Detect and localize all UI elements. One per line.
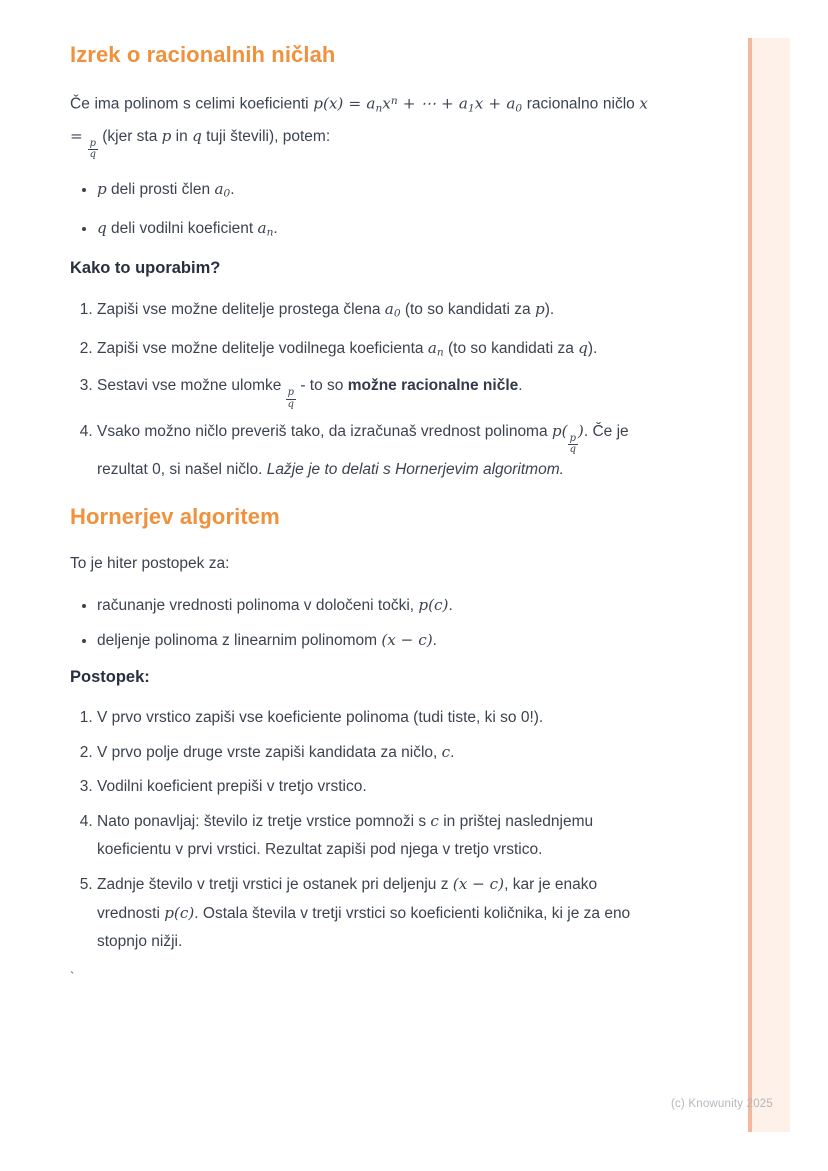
text-run: To je hiter postopek za:: [70, 555, 230, 573]
text-run: - to so: [296, 377, 348, 395]
bullet-list: [70, 591, 648, 655]
text-run: (to so kandidati za: [443, 339, 579, 357]
math-inline: q: [97, 218, 107, 237]
math-fraction: $\frac{p}{q}$: [287, 387, 295, 410]
document-content: [70, 0, 648, 984]
bold-text: možne racionalne ničle: [347, 377, 519, 395]
bullet-item: [97, 626, 648, 655]
bullet-item: [97, 214, 648, 247]
math-inline: p: [161, 126, 172, 145]
text-run: deli vodilni koeficient: [106, 219, 258, 237]
text-run: , kar je enako vrednosti: [97, 875, 598, 922]
math-inline: p(c): [418, 596, 449, 615]
text-run: .: [450, 743, 455, 761]
math-inline: p(: [551, 421, 568, 440]
text-run: (to so kandidati za: [400, 300, 535, 318]
math-inline: (x − c): [381, 631, 433, 650]
math-inline: a: [427, 338, 437, 357]
math-inline: a: [384, 299, 394, 318]
text-run: Vodilni koeficient prepiši v tretjo vrstico.: [97, 777, 367, 795]
step-item: [97, 704, 648, 732]
text-run: Zapiši vse možne delitelje prostega člena: [97, 300, 385, 318]
text-run: Zadnje število v tretji vrstici je ostanek pri deljenju z: [97, 875, 453, 893]
text-run: tuji števili), potem:: [201, 127, 331, 145]
math-inline: a: [257, 218, 267, 237]
text-run: Vsako možno ničlo preveriš tako, da izračunaš vrednost polinoma: [97, 422, 552, 440]
stray-backtick: `: [70, 968, 75, 984]
step-item: [97, 738, 648, 767]
step-item: [97, 334, 648, 367]
text-run: racionalno ničlo: [522, 96, 640, 114]
intro-paragraph: [70, 88, 648, 161]
bullet-list: [70, 175, 648, 246]
math-inline: p(c): [164, 903, 195, 922]
math-inline: p(x) = a: [313, 95, 376, 114]
math-inline: n: [375, 102, 383, 115]
math-inline: p: [97, 180, 107, 199]
math-fraction: $\frac{p}{q}$: [89, 137, 96, 161]
text-run: .: [230, 181, 235, 199]
math-inline: n: [390, 95, 398, 108]
subheading-procedure: Postopek:: [70, 668, 150, 687]
text-run: ).: [544, 300, 555, 318]
text-run: .: [273, 219, 278, 237]
text-run: .: [432, 632, 437, 650]
math-inline: 0: [515, 102, 523, 115]
intro-paragraph: [70, 550, 648, 577]
text-run: Če ima polinom s celimi koeficienti: [70, 96, 314, 114]
text-run: Zapiši vse možne delitelje vodilnega koeficienta: [97, 339, 428, 357]
step-item: [97, 295, 648, 328]
math-inline: x + a: [474, 95, 516, 114]
math-inline: x =: [70, 95, 648, 145]
step-item: [97, 870, 648, 956]
text-run: . Ostala števila v tretji vrstici so koeficienti količnika, ki je za eno stopnjo nižji.: [97, 904, 631, 950]
text-run: Nato ponavljaj: število iz tretje vrstice pomnoži s: [97, 812, 431, 830]
math-inline: 0: [223, 187, 231, 200]
page-edge-stripe: [748, 38, 790, 1132]
step-item: [97, 807, 648, 864]
math-inline: c: [430, 811, 439, 830]
math-inline: q: [192, 126, 202, 145]
math-inline: (x − c): [452, 874, 505, 893]
step-item: [97, 773, 648, 801]
bullet-item: [97, 175, 648, 208]
numbered-steps-list: [70, 704, 648, 956]
math-inline: ): [577, 421, 584, 440]
copyright-footer: (c) Knowunity 2025: [670, 1098, 773, 1110]
text-run: (kjer sta: [97, 127, 162, 145]
math-inline: c: [441, 742, 451, 761]
text-run: .: [518, 377, 523, 395]
math-inline: a: [214, 180, 224, 199]
math-inline: 1: [468, 102, 475, 115]
italic-text: Lažje je to delati s Hornerjevim algoritmom.: [266, 460, 564, 478]
text-run: Sestavi vse možne ulomke: [97, 377, 286, 395]
math-inline: n: [436, 346, 444, 359]
math-inline: x: [382, 95, 391, 114]
subheading-how-to-use: Kako to uporabim?: [70, 259, 221, 278]
text-run: računanje vrednosti polinoma v določeni točki,: [97, 597, 419, 615]
text-run: V prvo vrstico zapiši vse koeficiente polinoma (tudi tiste, ki so 0!).: [97, 708, 544, 726]
step-item: [97, 417, 648, 484]
text-run: deli prosti člen: [106, 181, 215, 199]
bullet-item: [97, 591, 648, 620]
text-run: deljenje polinoma z linearnim polinomom: [97, 632, 382, 650]
text-run: ).: [587, 339, 598, 357]
math-inline: q: [578, 338, 588, 357]
math-inline: n: [266, 226, 274, 239]
text-run: .: [448, 597, 453, 615]
math-fraction: $\frac{p}{q}$: [569, 432, 576, 456]
math-inline: p: [534, 299, 545, 318]
text-run: in: [171, 127, 193, 145]
text-run: V prvo polje druge vrste zapiši kandidata za ničlo,: [97, 743, 442, 761]
step-item: [97, 372, 648, 410]
math-inline: 0: [393, 307, 401, 320]
text-run: . Če je rezultat 0, si našel ničlo.: [97, 422, 629, 478]
section-heading-rational-zeros: Izrek o racionalnih ničlah: [70, 42, 336, 67]
math-inline: + ⋯ + a: [397, 95, 468, 114]
section-heading-horner: Hornerjev algoritem: [70, 503, 280, 529]
text-run: in prištej naslednjemu koeficientu v prvi vrstici. Rezultat zapiši pod njega v tretjo vrstico.: [97, 812, 594, 858]
numbered-steps-list: [70, 295, 648, 484]
